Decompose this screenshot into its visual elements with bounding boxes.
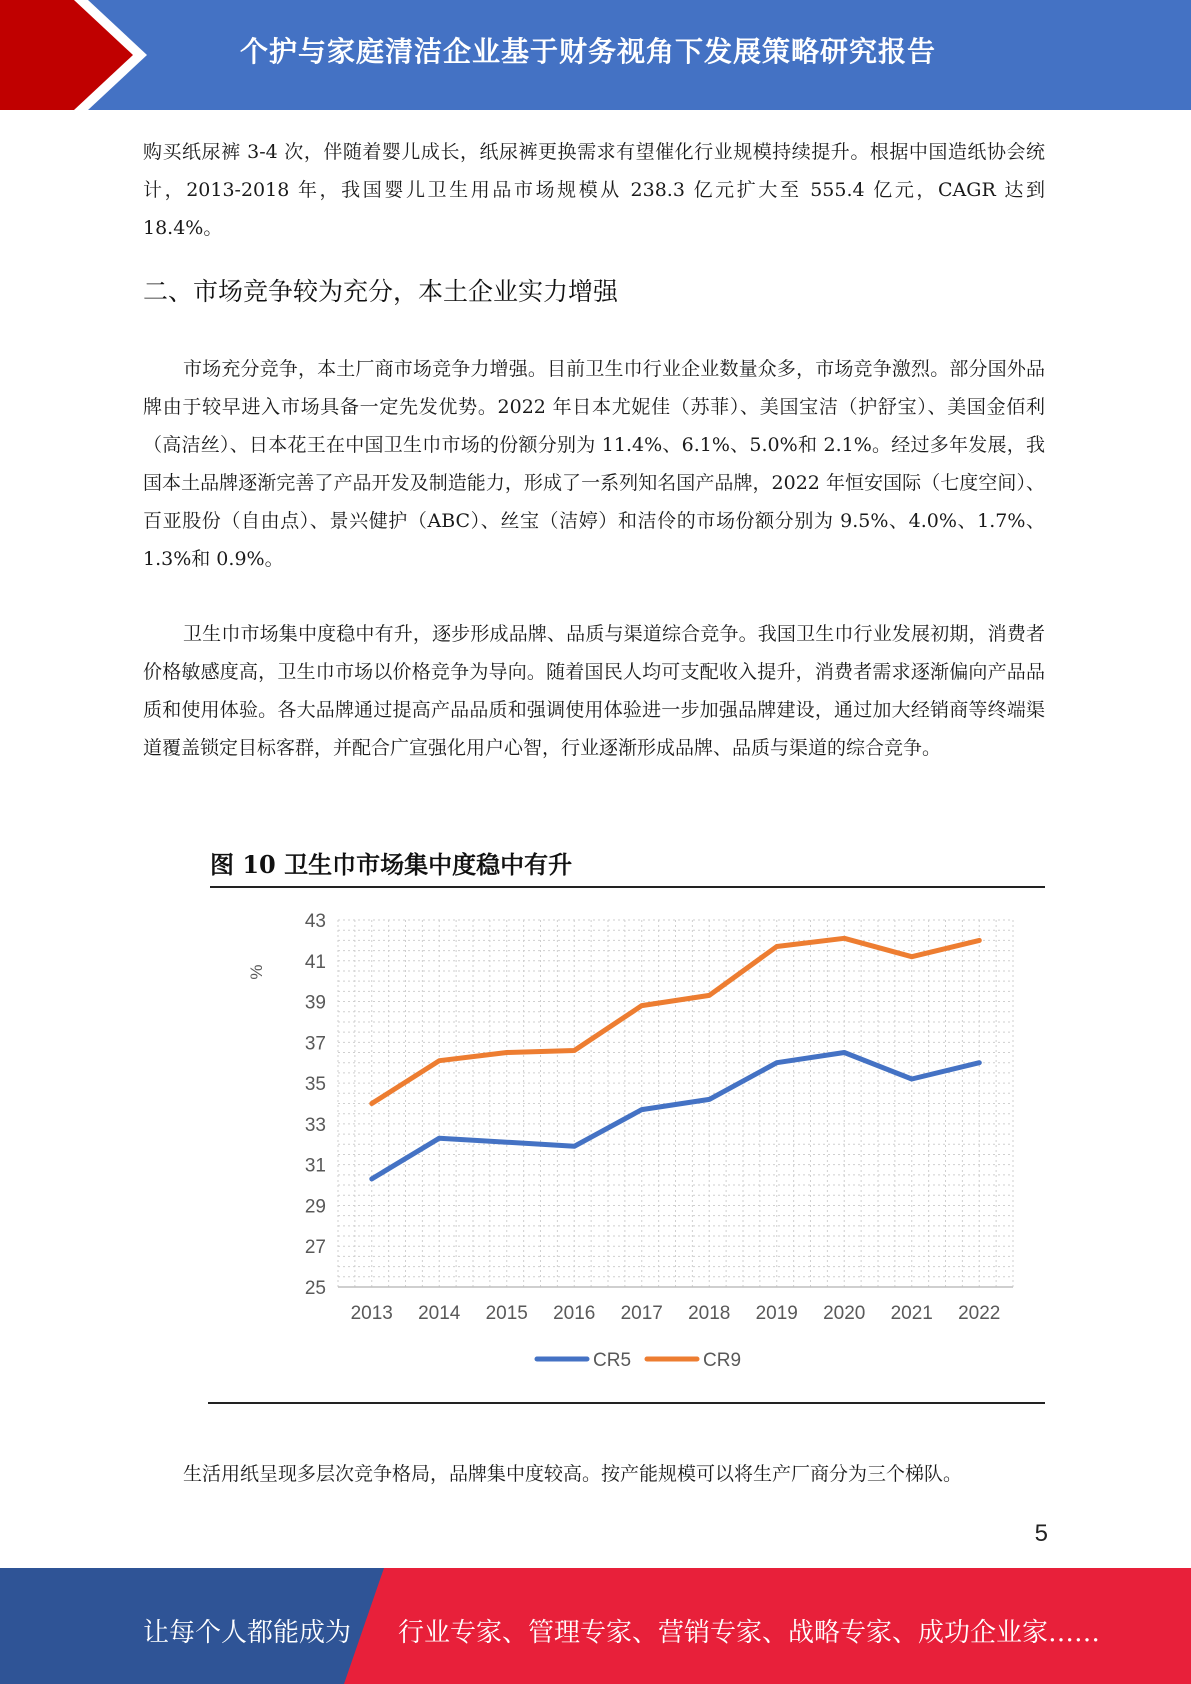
y-tick-label: 27 xyxy=(304,1237,326,1259)
y-tick-label: 35 xyxy=(304,1074,326,1096)
legend-label-cr9: CR9 xyxy=(703,1350,742,1371)
tissue-paragraph: 生活用纸呈现多层次竞争格局，品牌集中度较高。按产能规模可以将生产厂商分为三个梯队。 xyxy=(183,1463,963,1485)
figure-title: 图 10 卫生巾市场集中度稳中有升 xyxy=(210,845,1045,888)
report-header xyxy=(0,0,1191,110)
x-tick-label: 2014 xyxy=(418,1303,461,1324)
y-tick-label: 25 xyxy=(304,1278,326,1299)
page-number: 5 xyxy=(1034,1520,1048,1547)
footer-banner xyxy=(0,1568,1191,1684)
footer-slogan-right: 行业专家、管理专家、营销专家、战略专家、成功企业家…… xyxy=(398,1618,1101,1648)
x-tick-label: 2021 xyxy=(890,1303,933,1324)
chart-svg xyxy=(230,900,1040,1390)
y-tick-label: 41 xyxy=(304,951,326,973)
intro-block xyxy=(143,133,1045,247)
x-tick-label: 2013 xyxy=(350,1303,393,1324)
x-tick-label: 2018 xyxy=(688,1303,731,1324)
y-tick-label: 31 xyxy=(304,1155,326,1177)
footer-slogan-left: 让每个人都能成为 xyxy=(143,1618,352,1648)
legend-label-cr5: CR5 xyxy=(593,1350,632,1371)
header-arrow-decoration xyxy=(0,0,160,110)
x-tick-label: 2020 xyxy=(823,1303,866,1324)
intro-paragraph: 购买纸尿裤 3-4 次，伴随着婴儿成长，纸尿裤更换需求有望催化行业规模持续提升。根据中国造纸协会统计，2013-2018 年，我国婴儿卫生用品市场规模从 238.3 亿元扩大至 555.4 亿元，CAGR 达到 18.4%。 xyxy=(143,141,1045,239)
report-title: 个护与家庭清洁企业基于财务视角下发展策略研究报告 xyxy=(240,35,937,68)
competition-block xyxy=(143,350,1045,578)
y-tick-label: 43 xyxy=(304,911,326,932)
line-chart xyxy=(230,900,1040,1390)
y-tick-label: 37 xyxy=(304,1033,326,1055)
x-tick-label: 2022 xyxy=(958,1303,1001,1324)
concentration-block xyxy=(143,615,1045,767)
x-tick-label: 2016 xyxy=(553,1303,596,1324)
x-tick-label: 2017 xyxy=(620,1303,663,1324)
y-tick-label: 29 xyxy=(304,1196,326,1218)
y-tick-label: 33 xyxy=(304,1114,326,1136)
concentration-paragraph: 卫生巾市场集中度稳中有升，逐步形成品牌、品质与渠道综合竞争。我国卫生巾行业发展初期，消费者价格敏感度高，卫生巾市场以价格竞争为导向。随着国民人均可支配收入提升，消费者需求逐渐偏向产品品质和使用体验。各大品牌通过提高产品品质和强调使用体验进一步加强品牌建设，通过加大经销商等终端渠道覆盖锁定目标客群，并配合广宣强化用户心智，行业逐渐形成品牌、品质与渠道的综合竞争。 xyxy=(143,623,1045,759)
x-tick-label: 2015 xyxy=(485,1303,528,1324)
x-tick-label: 2019 xyxy=(755,1303,798,1324)
section-heading: 二、市场竞争较为充分，本土企业实力增强 xyxy=(143,277,619,306)
figure-bottom-rule xyxy=(208,1402,1045,1404)
y-tick-label: 39 xyxy=(304,992,326,1014)
y-axis-label: % xyxy=(247,964,266,980)
arrow-red-shape xyxy=(0,0,133,110)
competition-paragraph: 市场充分竞争，本土厂商市场竞争力增强。目前卫生巾行业企业数量众多，市场竞争激烈。部分国外品牌由于较早进入市场具备一定先发优势。2022 年日本尤妮佳（苏菲）、美国宝洁（护舒宝）、美国金佰利（高洁丝）、日本花王在中国卫生巾市场的份额分别为 11.4%、6.1%、5.0%和 2.1%。经过多年发展，我国本土品牌逐渐完善了产品开发及制造能力，形成了一系列知名国产品牌，2022 年恒安国际（七度空间）、百亚股份（自由点）、景兴健护（ABC）、丝宝（洁婷）和洁伶的市场份额分别为 9.5%、4.0%、1.7%、1.3%和 0.9%。 xyxy=(143,358,1045,570)
tissue-block xyxy=(143,1455,1045,1493)
